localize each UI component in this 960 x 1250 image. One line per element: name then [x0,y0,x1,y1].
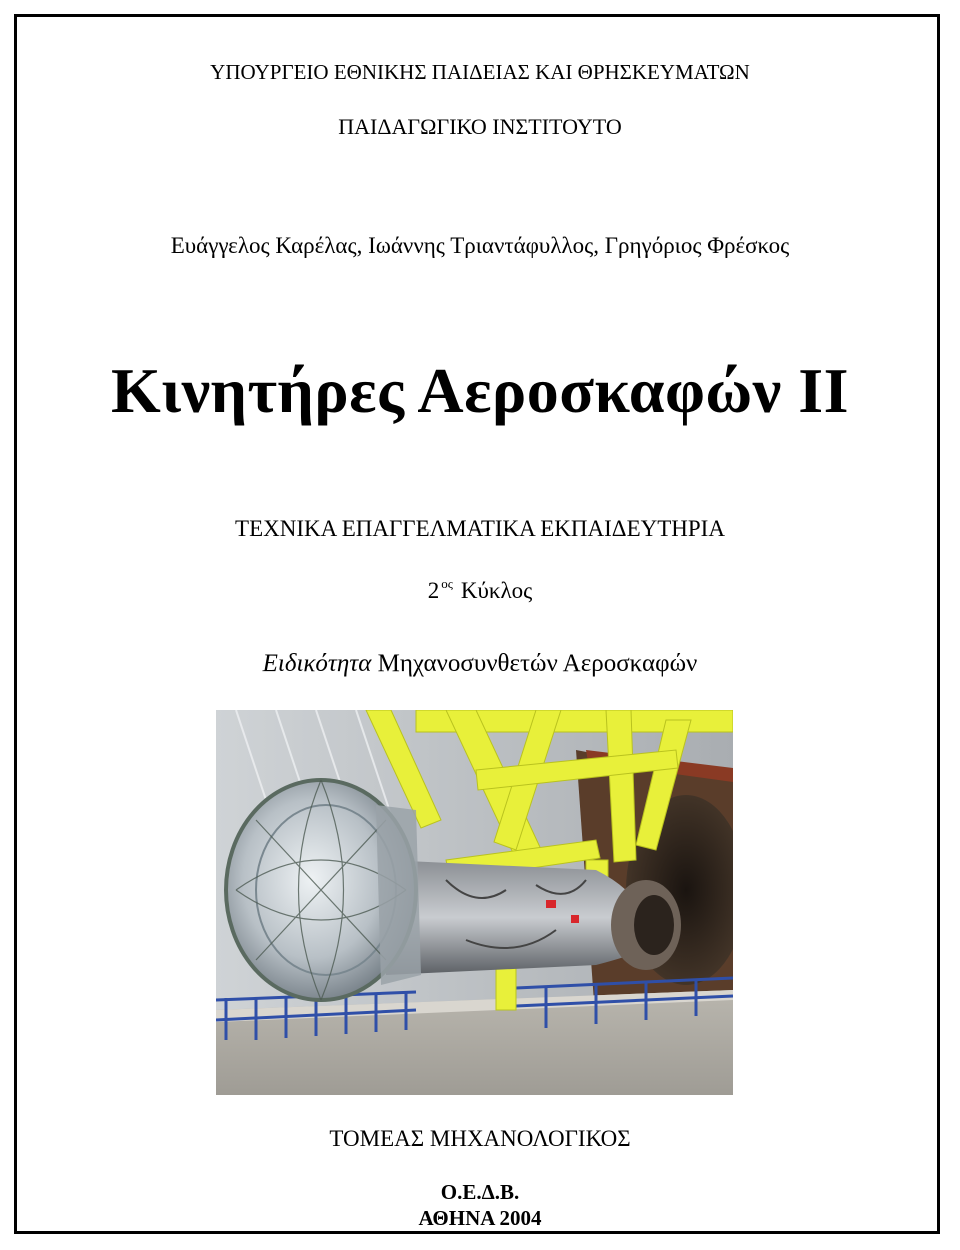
place-year-line: ΑΘΗΝΑ 2004 [418,1206,542,1230]
specialty-prefix: Ειδικότητα [262,650,372,677]
cycle-line [0,576,960,604]
book-title: Κινητήρες Αεροσκαφών ΙΙ [110,355,850,426]
schools-line: ΤΕΧΝΙΚΑ ΕΠΑΓΓΕΛΜΑΤΙΚΑ ΕΚΠΑΙΔΕΥΤΗΡΙΑ [235,516,725,541]
cycle-label: Κύκλος [460,578,533,603]
ministry-heading: ΥΠΟΥΡΓΕΙΟ ΕΘΝΙΚΗΣ ΠΑΙΔΕΙΑΣ ΚΑΙ ΘΡΗΣΚΕΥΜΑΤΩΝ [210,60,750,84]
organization-line: Ο.Ε.Δ.Β. [440,1180,520,1204]
specialty-line [0,650,960,678]
specialty-name: Μηχανοσυνθετών Αεροσκαφών [377,650,698,677]
authors-line: Ευάγγελος Καρέλας, Ιωάννης Τριαντάφυλλος, Γρηγόριος Φρέσκος [170,233,790,258]
institute-heading: ΠΑΙΔΑΓΩΓΙΚΟ ΙΝΣΤΙΤΟΥΤΟ [338,114,622,139]
cycle-suffix: ος [441,576,453,591]
engine-test-photo [216,710,733,1095]
department-line: ΤΟΜΕΑΣ ΜΗΧΑΝΟΛΟΓΙΚΟΣ [329,1126,631,1151]
cycle-number: 2 [427,578,440,603]
